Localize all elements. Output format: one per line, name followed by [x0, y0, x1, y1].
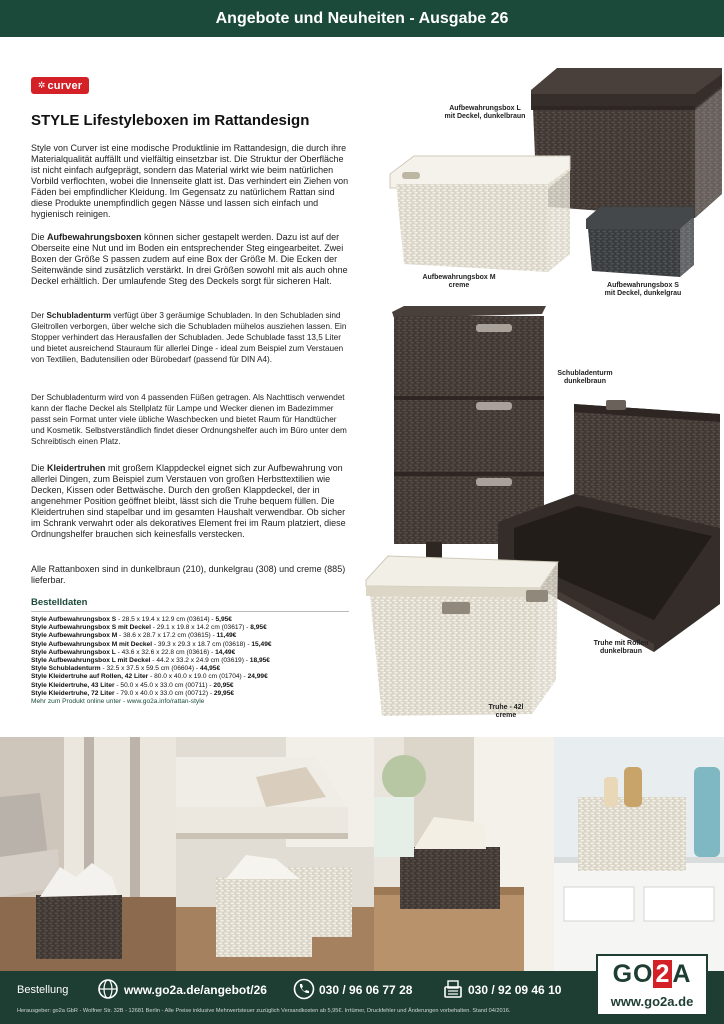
order-item: Style Kleidertruhe, 43 Liter - 50.0 x 45.0 x 33.0 cm (00711) - 20,95€: [31, 681, 234, 689]
order-item: Style Aufbewahrungsbox M - 38.6 x 28.7 x 17.2 cm (03615) - 11,49€: [31, 632, 237, 640]
order-item: Style Aufbewahrungsbox S - 28.5 x 19.4 x 12.9 cm (03614) - 5,95€: [31, 616, 232, 623]
go2a-logo-url: www.go2a.de: [610, 994, 694, 1009]
legal-notice: Herausgeber: go2a GbR - Wolfner Str. 32B - 12681 Berlin - Alle Preise inklusive Mehrwertsteuer zuzüglich Versandkosten ab 5,95€. Irrtümer, Druckfehler und Änderungen vorbehalten. Stand 04/2016.: [17, 1008, 511, 1014]
trunk-42l-cream-image: [362, 554, 562, 719]
product-link[interactable]: Mehr zum Produkt online unter - www.go2a.info/rattan-style: [31, 698, 205, 706]
go2a-logo: [596, 954, 708, 1016]
logo-mark-icon: ✲: [37, 80, 46, 90]
order-item: Style Schubladenturm - 32.5 x 37.5 x 59.5 cm (06604) - 44,95€: [31, 665, 221, 673]
order-data-title: Bestelldaten: [31, 597, 88, 608]
box-m-cream-image: [388, 154, 574, 274]
order-list: [31, 616, 361, 706]
photo-bedroom: [176, 737, 374, 971]
order-label: Bestellung: [17, 984, 69, 996]
caption-box-s: Aufbewahrungsbox S mit Deckel, dunkelgrau: [604, 282, 682, 297]
caption-tower: Schubladenturm dunkelbraun: [557, 370, 613, 385]
paragraph-boxes: Die Aufbewahrungsboxen können sicher gestapelt werden. Dazu ist auf der Oberseite eine Nut und im Boden ein entsprechender Steg eingearbeitet. Zwei Boxen der Größe S passen zudem auf eine Box der Größe M. Die Ecken der Seitenwände sind zusätzlich verstärkt. In drei Größen sowohl mit als auch ohne Deckel erhältlich. Der umlaufende Steg des Deckels sorgt für sicheren Halt.: [31, 232, 348, 286]
order-item: Style Aufbewahrungsbox M mit Deckel - 39.3 x 29.3 x 18.7 cm (03618) - 15,49€: [31, 640, 272, 648]
caption-trunk-rollers: Truhe mit Rollen dunkelbraun: [593, 640, 649, 655]
term-tower: Schubladenturm: [46, 311, 112, 320]
article-title: STYLE Lifestyleboxen im Rattandesign: [31, 112, 310, 129]
photo-bathroom: [554, 737, 724, 971]
term-boxes: Aufbewahrungsboxen: [47, 232, 142, 242]
box-s-grey-image: [584, 205, 696, 280]
paragraph-tower-use: Der Schubladenturm wird von 4 passenden Füßen getragen. Als Nachttisch verwendet kann der flache Deckel als Stellplatz für Lampe und Wecker dienen im Badezimmer passt sein Format unter viele übliche Waschbecken und bietet Raum für Handtücher und Kosmetik. Selbstverständlich findet dieser Ordnungshelfer auch im Büro unter dem Schreibtisch einen Platz.: [31, 393, 347, 446]
order-item: Style Aufbewahrungsbox L - 43.6 x 32.6 x 22.8 cm (03616) - 14,49€: [31, 648, 236, 656]
fax-icon: [442, 978, 464, 1000]
phone-icon: [293, 978, 315, 1000]
footer: [0, 960, 724, 1024]
paragraph-colors: Alle Rattanboxen sind in dunkelbraun (210), dunkelgrau (308) und creme (885) lieferbar.: [31, 564, 346, 585]
curver-logo: [31, 77, 89, 94]
logo-text: curver: [47, 79, 83, 92]
photo-hallway: [374, 737, 554, 971]
fax-number[interactable]: 030 / 92 09 46 10: [468, 983, 562, 997]
issue-header: [0, 0, 724, 37]
phone-number[interactable]: 030 / 96 06 77 28: [319, 983, 413, 997]
lifestyle-photos: [0, 737, 724, 971]
order-item: Style Aufbewahrungsbox S mit Deckel - 29.1 x 19.8 x 14.2 cm (03617) - 8,95€: [31, 624, 267, 632]
caption-trunk-42l: Truhe - 42l creme: [488, 704, 524, 719]
paragraph-trunks: Die Kleidertruhen mit großem Klappdeckel eignet sich zur Aufbewahrung von allerlei Dingen, zum Beispiel zum Verstauen von großen Herbsttextilien wie Decken, Kissen oder Bettwäsche. Durch den großen Klappdeckel, der in angenehmer Position geöffnet bleibt, lässt sich die Truhe bequem füllen. Die Kleidertruhen sind stapelbar und im gesamten Haushalt verwendbar. Ob sicher im Schrank verwahrt oder als dekoratives Element frei im Raum platziert, diese Ordnungshelfer brauchen sich keinesfalls verstecken.: [31, 463, 346, 539]
go2a-logo-text: GO2A: [612, 960, 692, 988]
caption-box-l: Aufbewahrungsbox L mit Deckel, dunkelbraun: [444, 105, 526, 120]
caption-box-m: Aufbewahrungsbox M creme: [422, 274, 496, 289]
divider: [31, 611, 349, 612]
order-item: Style Aufbewahrungsbox L mit Deckel - 44.2 x 33.2 x 24.9 cm (03619) - 18,95€: [31, 657, 270, 665]
photo-living-room: [0, 737, 176, 971]
globe-icon: [97, 978, 119, 1000]
paragraph-tower: Der Schubladenturm verfügt über 3 geräumige Schubladen. In den Schubladen sind Gleitrollen verborgen, über welche sich die Schubladen mühelos ausziehen lassen. Ein Stopper verhindert das Herausfallen der Schubladen. Jede Schublade fasst 13,5 Liter und bietet ausreichend Stauraum für allerlei Dinge - ideal zum Beispiel zum Verstauen von Textilien, Badutensilien oder Bürobedarf (passend für DIN A4).: [31, 311, 347, 364]
term-trunks: Kleidertruhen: [47, 463, 106, 473]
issue-title: Angebote und Neuheiten - Ausgabe 26: [215, 9, 509, 27]
order-item: Style Kleidertruhe auf Rollen, 42 Liter - 80.0 x 40.0 x 19.0 cm (01704) - 24,99€: [31, 673, 268, 681]
order-url-link[interactable]: www.go2a.de/angebot/26: [124, 983, 267, 997]
paragraph-intro: Style von Curver ist eine modische Produktlinie im Rattandesign, die durch ihre Materialqualität auffällt und vielfältig einsetzbar ist. Die Struktur der Oberfläche ist nicht einfach aufgeprägt, sondern das Material wirkt wie beim natürlichen Vorbild verflochten, wobei die Innenseite glatt ist. Das verhindert ein Ziehen von Fäden bei empfindlicher Kleidung. Im Gegensatz zu natürlichem Rattan sind diese Produkte unempfindlich gegen Nässe und lassen sich einfach und hygienisch reinigen.: [31, 143, 349, 219]
order-item: Style Kleidertruhe, 72 Liter - 79.0 x 40.0 x 33.0 cm (00712) - 29,95€: [31, 689, 235, 697]
